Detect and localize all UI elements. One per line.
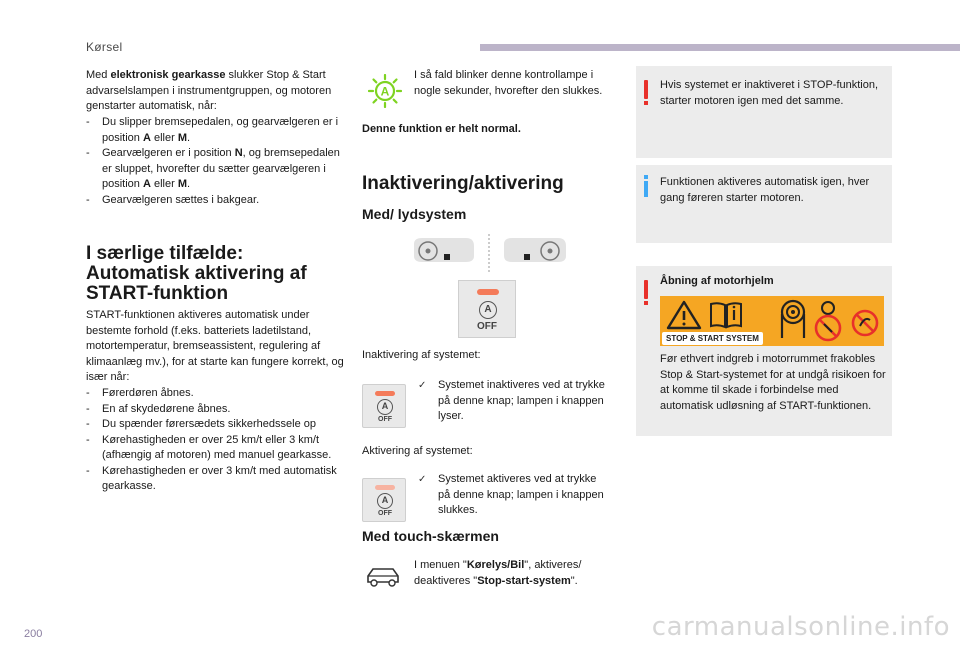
manual-book-icon — [708, 300, 744, 330]
warning-title: Åbning af motorhjelm — [660, 275, 774, 287]
deactivate-text: Systemet inaktiveres ved at trykke på denne knap; lampen i knappen lyser. — [438, 379, 605, 422]
eco-indicator-icon — [368, 74, 402, 108]
list-item: - Førerdøren åbnes. — [86, 386, 348, 402]
warning-text: Før ethvert indgreb i motorrummet frakobles Stop & Start-systemet for at undgå risikoen for at komme til skade i forbindelse med automatisk udløsning af START-funktionen. — [660, 353, 886, 412]
conditions-list — [86, 115, 342, 208]
info-text: Funktionen aktiveres automatisk igen, hver gang føreren starter motoren. — [660, 176, 870, 204]
warning-box-restart — [636, 66, 892, 158]
list-item: - Kørehastigheden er over 25 km/t eller 3 km/t (afhængig af motoren) med manuel gearkasse. — [86, 433, 348, 464]
warning-icon — [644, 280, 648, 299]
blink-text: I så fald blinker denne kontrollampe i nogle sekunder, hvorefter den slukkes. — [414, 69, 603, 97]
off-button-unlit-icon: A OFF — [362, 478, 406, 522]
list-item: - En af skydedørene åbnes. — [86, 402, 348, 418]
list-item: - Gearvælgeren er i position N, og bremsepedalen er sluppet, hvorefter du sætter gearvælgeren i position A eller M. — [86, 146, 342, 193]
activate-text: Systemet aktiveres ved at trykke på denne knap; lampen i knappen slukkes. — [438, 473, 604, 516]
normal-note: Denne funktion er helt normal. — [362, 123, 521, 135]
svg-text:A: A — [380, 84, 390, 99]
warning-text: Hvis systemet er inaktiveret i STOP-funktion, starter motoren igen med det samme. — [660, 79, 879, 107]
auto-start-list — [86, 386, 348, 495]
stop-start-off-button[interactable] — [458, 280, 516, 338]
subheading-touch: Med touch-skærmen — [362, 528, 499, 544]
activate-label: Aktivering af systemet: — [362, 445, 473, 457]
bullet-icon: ✓ — [418, 474, 427, 485]
touch-text: I menuen "Kørelys/Bil", aktiveres/ deaktiveres "Stop-start-system". — [414, 559, 582, 587]
list-item: - Gearvælgeren sættes i bakgear. — [86, 193, 342, 209]
list-item: - Du slipper bremsepedalen, og gearvælgeren er i position A eller M. — [86, 115, 342, 146]
info-icon — [644, 175, 648, 179]
deactivate-label: Inaktivering af systemet: — [362, 349, 481, 361]
no-touch-fan-icon — [850, 308, 880, 338]
dashboard-illustration — [412, 232, 572, 272]
sticker-label: STOP & START SYSTEM — [662, 332, 763, 345]
belt-pulley-icon — [778, 298, 808, 342]
no-hands-icon — [812, 298, 844, 342]
section-heading-special: I særlige tilfælde: Automatisk aktivering af START-funktion — [86, 243, 307, 304]
list-item: - Kørehastigheden er over 3 km/t med automatisk gearkasse. — [86, 464, 348, 495]
car-icon — [364, 564, 402, 590]
stop-start-sticker — [660, 296, 884, 346]
page-number: 200 — [24, 628, 43, 640]
a-icon: A — [479, 301, 497, 319]
bullet-icon: ✓ — [418, 380, 427, 391]
warning-box-bonnet — [636, 266, 892, 436]
subheading-audio: Med/ lydsystem — [362, 206, 467, 222]
info-box-auto — [636, 165, 892, 243]
start-paragraph: START-funktionen aktiveres automatisk under bestemte forhold (f.eks. batteriets ladetilstand, motortemperatur, bremseassistent, regulering af klimaanlæg mv.), for at starte kan fungere korrekt, og især når: — [86, 309, 344, 383]
off-button-lit-icon: A OFF — [362, 384, 406, 428]
button-lamp — [477, 289, 499, 295]
list-item: - Du spænder førersædets sikkerhedssele op — [86, 417, 348, 433]
warning-icon — [644, 80, 648, 99]
section-title: Kørsel — [86, 40, 123, 54]
watermark: carmanualsonline.info — [651, 612, 950, 642]
triangle-warning-icon — [666, 300, 702, 330]
section-heading-toggle: Inaktivering/aktivering — [362, 173, 564, 194]
intro-paragraph: Med elektronisk gearkasse slukker Stop & Start advarselslampen i instrumentgruppen, og motoren genstarter automatisk, når: — [86, 69, 332, 112]
header-bar — [480, 44, 960, 51]
off-label: OFF — [477, 321, 497, 332]
